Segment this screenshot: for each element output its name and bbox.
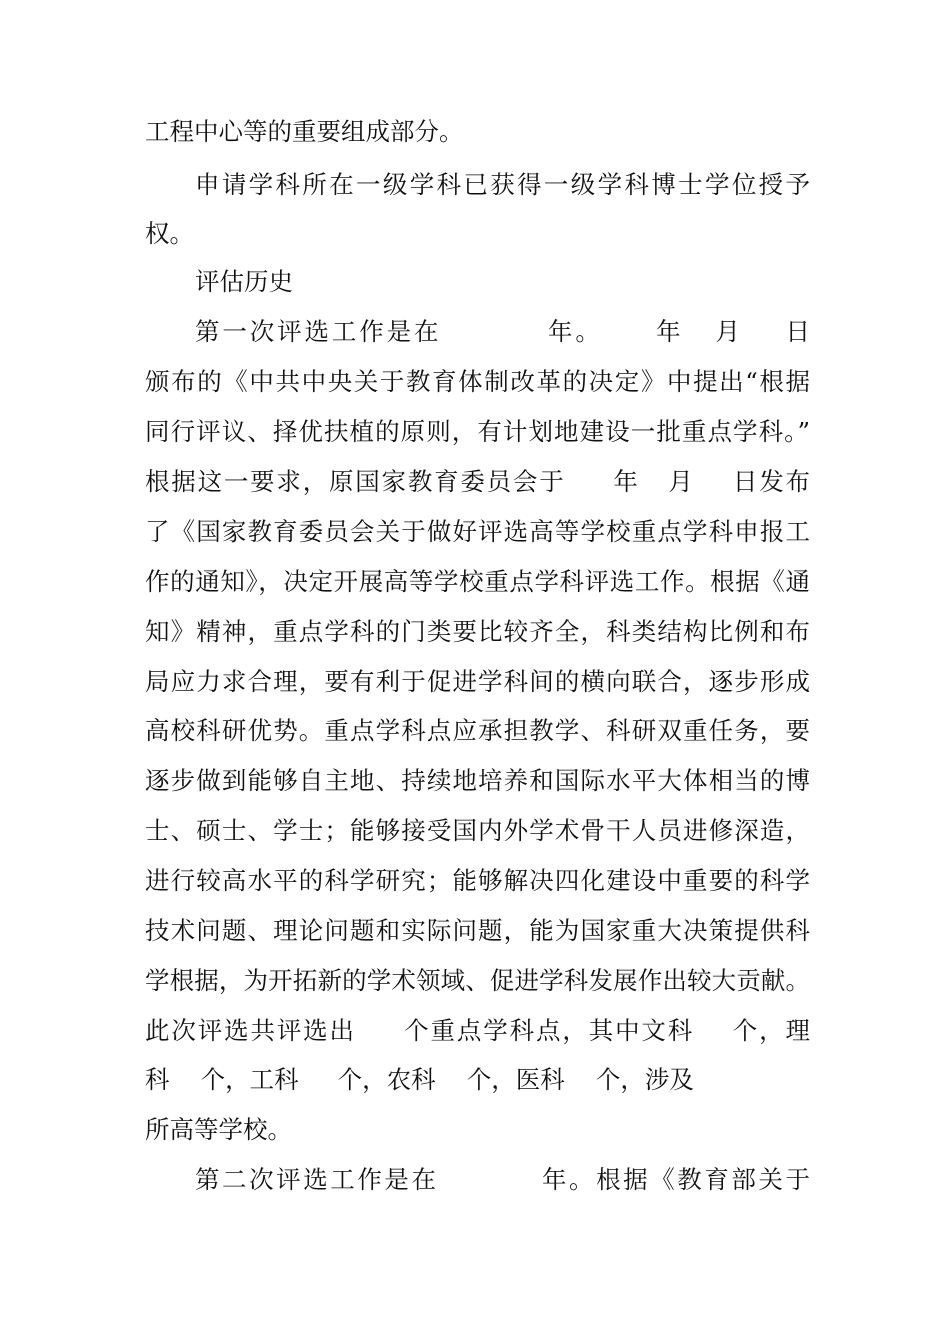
paragraph-line: 作的通知》，决定开展高等学校重点学科评选工作。根据《通: [145, 567, 810, 596]
paragraph-line: 根据这一要求，原国家教育委员会于 年 月 日发布: [145, 467, 810, 496]
paragraph-line: 申请学科所在一级学科已获得一级学科博士学位授予: [195, 170, 810, 199]
paragraph-line: 此次评选共评选出 个重点学科点，其中文科 个，理: [145, 1016, 810, 1045]
paragraph-line: 局应力求合理，要有利于促进学科间的横向联合，逐步形成: [145, 667, 810, 696]
paragraph-line: 知》精神，重点学科的门类要比较齐全，科类结构比例和布: [145, 617, 810, 646]
paragraph-line: 科 个，工科 个，农科 个，医科 个，涉及: [145, 1065, 694, 1094]
paragraph-line: 了《国家教育委员会关于做好评选高等学校重点学科申报工: [145, 517, 810, 546]
paragraph-line: 工程中心等的重要组成部分。: [145, 117, 464, 146]
paragraph-line: 士、硕士、学士；能够接受国内外学术骨干人员进修深造，: [145, 816, 810, 845]
paragraph-line: 权。: [145, 219, 194, 248]
paragraph-line: 所高等学校。: [145, 1115, 292, 1144]
paragraph-line: 第一次评选工作是在 年。 年 月 日: [195, 317, 810, 346]
paragraph-line: 高校科研优势。重点学科点应承担教学、科研双重任务，要: [145, 716, 810, 745]
paragraph-line: 进行较高水平的科学研究；能够解决四化建设中重要的科学: [145, 866, 810, 895]
paragraph-line: 逐步做到能够自主地、持续地培养和国际水平大体相当的博: [145, 766, 810, 795]
paragraph-line: 技术问题、理论问题和实际问题，能为国家重大决策提供科: [145, 916, 810, 945]
section-heading: 评估历史: [195, 267, 293, 296]
paragraph-line: 同行评议、择优扶植的原则，有计划地建设一批重点学科。”: [145, 417, 810, 446]
paragraph-line: 学根据，为开拓新的学术领域、促进学科发展作出较大贡献。: [145, 966, 810, 995]
paragraph-line: 第二次评选工作是在 年。根据《教育部关于: [195, 1165, 810, 1194]
paragraph-line: 颁布的《中共中央关于教育体制改革的决定》中提出“根据: [145, 367, 810, 396]
